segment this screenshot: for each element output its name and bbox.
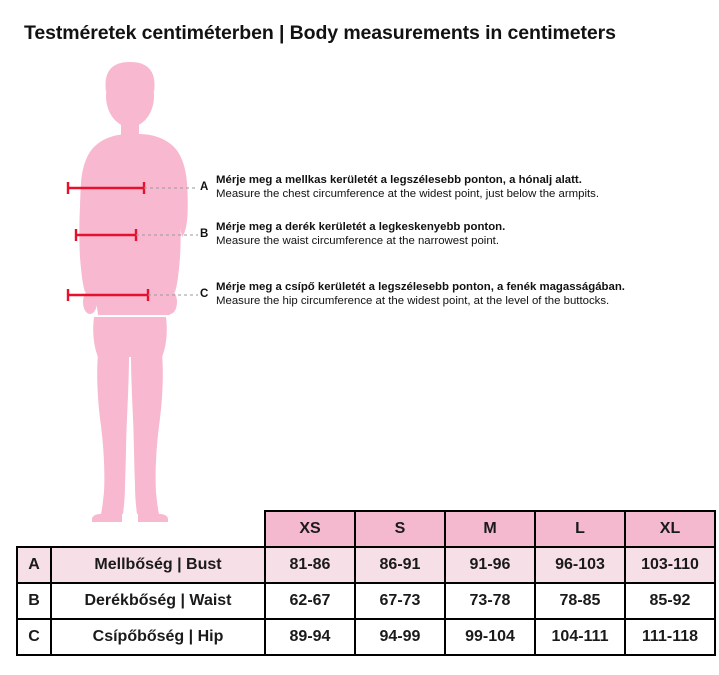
size-header-xl: XL	[625, 511, 715, 547]
cell-hip-xl: 111-118	[625, 619, 715, 655]
measurement-text-a	[216, 173, 599, 202]
page-title: Testméretek centiméterben | Body measurements in centimeters	[24, 22, 616, 44]
size-header-xs: XS	[265, 511, 355, 547]
measurement-text-b	[216, 220, 505, 249]
size-table-header-row	[17, 511, 715, 547]
cell-bust-xl: 103-110	[625, 547, 715, 583]
cell-hip-m: 99-104	[445, 619, 535, 655]
size-header-s: S	[355, 511, 445, 547]
table-row	[17, 619, 715, 655]
row-name-bust: Mellbőség | Bust	[51, 547, 265, 583]
size-table	[16, 510, 716, 656]
row-name-hip: Csípőbőség | Hip	[51, 619, 265, 655]
corner-blank-letter	[17, 511, 51, 547]
measurement-text-c	[216, 280, 625, 309]
row-letter-b: B	[17, 583, 51, 619]
cell-hip-s: 94-99	[355, 619, 445, 655]
cell-waist-xs: 62-67	[265, 583, 355, 619]
row-name-waist: Derékbőség | Waist	[51, 583, 265, 619]
cell-hip-l: 104-111	[535, 619, 625, 655]
size-header-l: L	[535, 511, 625, 547]
cell-waist-l: 78-85	[535, 583, 625, 619]
cell-bust-s: 86-91	[355, 547, 445, 583]
measurement-letter-a: A	[200, 181, 209, 193]
cell-bust-m: 91-96	[445, 547, 535, 583]
cell-waist-xl: 85-92	[625, 583, 715, 619]
cell-hip-xs: 89-94	[265, 619, 355, 655]
size-header-m: M	[445, 511, 535, 547]
measurement-text-c-hu: Mérje meg a csípő kerületét a legszélesebb ponton, a fenék magasságában.	[216, 281, 625, 293]
measurement-letter-b: B	[200, 228, 209, 240]
row-letter-a: A	[17, 547, 51, 583]
cell-bust-l: 96-103	[535, 547, 625, 583]
measurement-text-c-en: Measure the hip circumference at the widest point, at the level of the buttocks.	[216, 295, 610, 308]
measurement-text-a-hu: Mérje meg a mellkas kerületét a legszélesebb ponton, a hónalj alatt.	[216, 174, 582, 186]
table-row	[17, 547, 715, 583]
body-silhouette-figure	[40, 62, 220, 522]
cell-bust-xs: 81-86	[265, 547, 355, 583]
measurement-text-a-en: Measure the chest circumference at the widest point, just below the armpits.	[216, 188, 600, 201]
table-row	[17, 583, 715, 619]
cell-waist-m: 73-78	[445, 583, 535, 619]
corner-blank-name	[51, 511, 265, 547]
measurement-text-b-hu: Mérje meg a derék kerületét a legkeskenyebb ponton.	[216, 221, 506, 233]
cell-waist-s: 67-73	[355, 583, 445, 619]
measurement-letter-c: C	[200, 288, 209, 300]
measurement-text-b-en: Measure the waist circumference at the narrowest point.	[216, 235, 499, 248]
row-letter-c: C	[17, 619, 51, 655]
